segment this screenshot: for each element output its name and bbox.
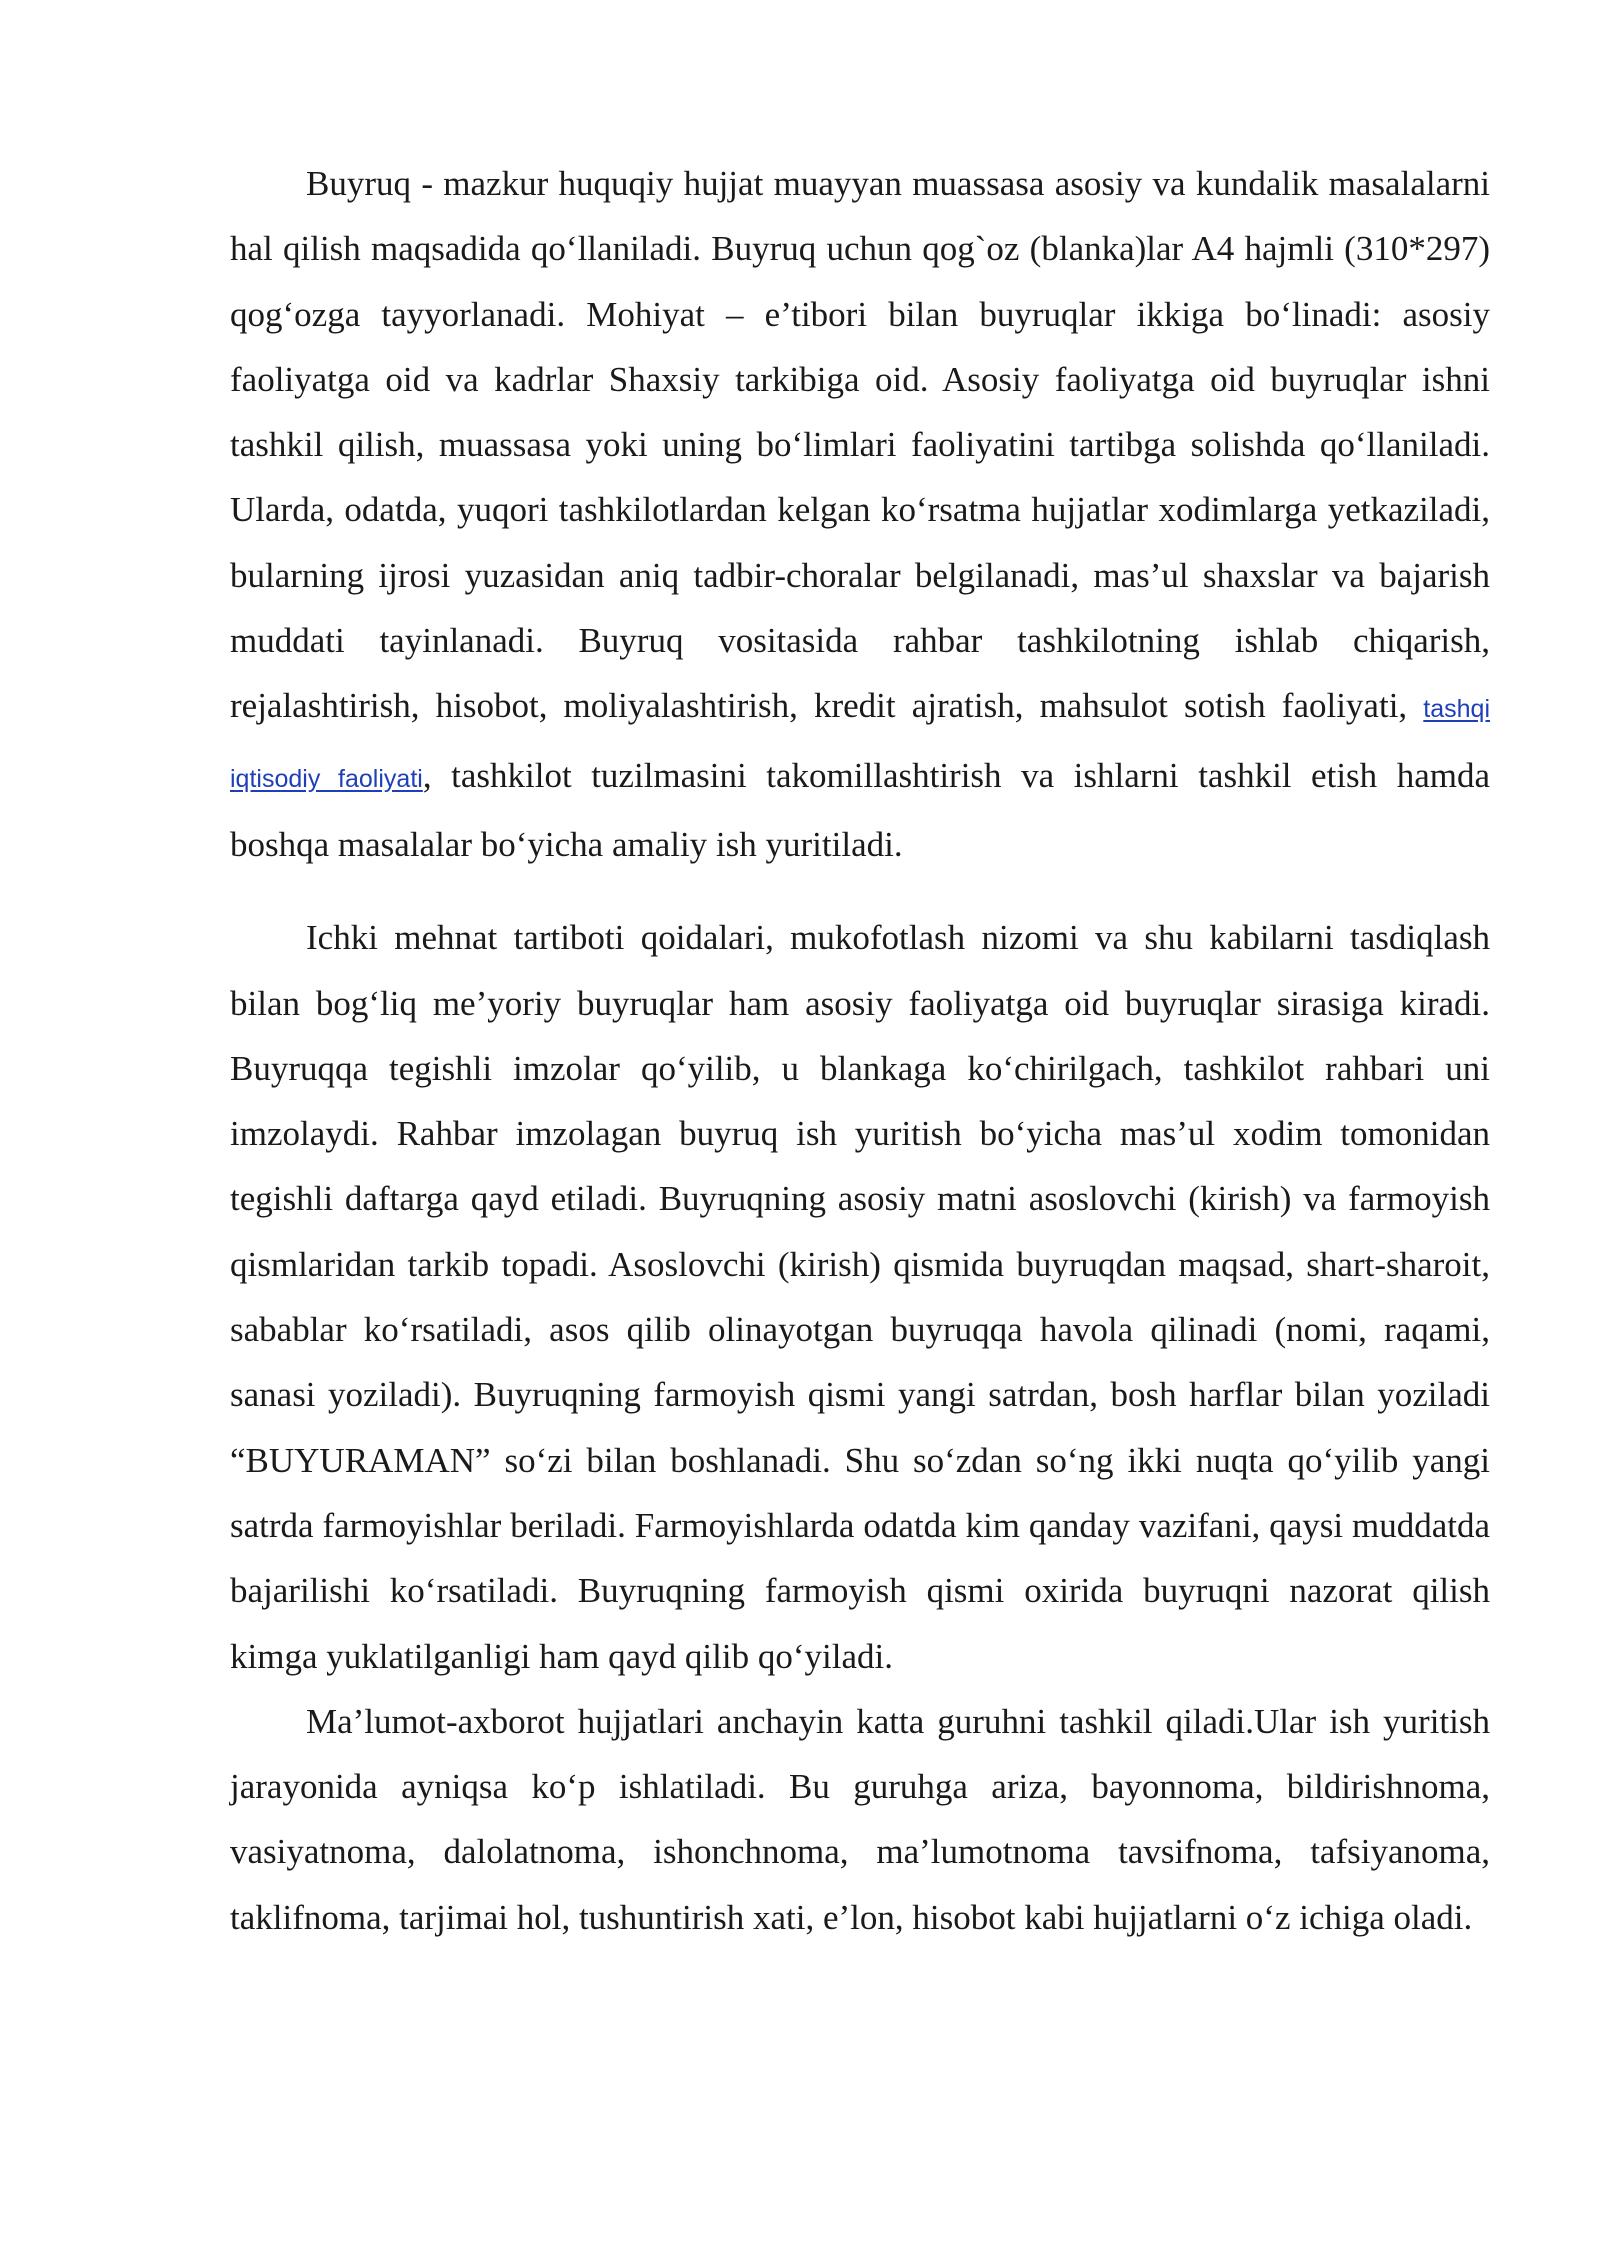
paragraph-malumot-axborot: Ma’lumot-axborot hujjatlari anchayin katta guruhni tashkil qiladi.Ular ish yuritish jarayonida ayniqsa ko‘p ishlatiladi. Bu guruhga ariza, bayonnoma, bildirishnoma, vasiyatnoma, dalolatnoma, ishonchnoma, ma’lumotnoma tavsifnoma, tafsiyanoma, taklifnoma, tarjimai hol, tushuntirish xati, e’lon, hisobot kabi hujjatlarni o‘z ichiga oladi.: [230, 1701, 1490, 1937]
paragraph-ichki-mehnat: Ichki mehnat tartiboti qoidalari, mukofotlash nizomi va shu kabilarni tasdiqlash bilan bog‘liq me’yoriy buyruqlar ham asosiy faoliyatga oid buyruqlar sirasiga kiradi. Buyruqqa tegishli imzolar qo‘yilib, u blankaga ko‘chirilgach, tashkilot rahbari uni imzolaydi. Rahbar imzolagan buyruq ish yuritish bo‘yicha mas’ul xodim tomonidan tegishli daftarga qayd etiladi. Buyruqning asosiy matni asoslovchi (kirish) va farmoyish qismlaridan tarkib topadi. Asoslovchi (kirish) qismida buyruqdan maqsad, shart-sharoit, sabablar ko‘rsatiladi, asos qilib olinayotgan buyruqqa havola qilinadi (nomi, raqami, sanasi yoziladi). Buyruqning farmoyish qismi yangi satrdan, bosh harflar bilan yoziladi “BUYURAMAN” so‘zi bilan boshlanadi. Shu so‘zdan so‘ng ikki nuqta qo‘yilib yangi satrda farmoyishlar beriladi. Farmoyishlarda odatda kim qanday vazifani, qaysi muddatda bajarilishi ko‘rsatiladi. Buyruqning farmoyish qismi oxirida buyruqni nazorat qilish kimga yuklatilganligi ham qayd qilib qo‘yiladi.: [230, 918, 1490, 1676]
document-body: [230, 151, 1490, 1950]
paragraph-1-text-start: Buyruq - mazkur huquqiy hujjat muayyan muassasa asosiy va kundalik masalalarni hal qilish maqsadida qo‘llaniladi. Buyruq uchun qog`oz (blanka)lar A4 hajmli (310*297) qog‘ozga tayyorlanadi. Mohiyat – e’tibori bilan buyruqlar ikkiga bo‘linadi: asosiy faoliyatga oid va kadrlar Shaxsiy tarkibiga oid. Asosiy faoliyatga oid buyruqlar ishni tashkil qilish, muassasa yoki uning bo‘limlari faoliyatini tartibga solishda qo‘llaniladi. Ularda, odatda, yuqori tashkilotlardan kelgan ko‘rsatma hujjatlar xodimlarga yetkaziladi, bularning ijrosi yuzasidan aniq tadbir-choralar belgilanadi, mas’ul shaxslar va bajarish muddati tayinlanadi. Buyruq vositasida rahbar tashkilotning ishlab chiqarish, rejalashtirish, hisobot, moliyalashtirish, kredit ajratish, mahsulot sotish faoliyati,: [230, 164, 1490, 726]
paragraph-buyruq-definition: [230, 151, 1490, 877]
paragraph-1-text-end: , tashkilot tuzilmasini takomillashtirish va ishlarni tashkil etish hamda boshqa masalalar bo‘yicha amaliy ish yuritiladi.: [230, 755, 1490, 864]
tashqi-iqtisodiy-faoliyati-link[interactable]: tashqi iqtisodiy faoliyati: [230, 695, 1490, 793]
